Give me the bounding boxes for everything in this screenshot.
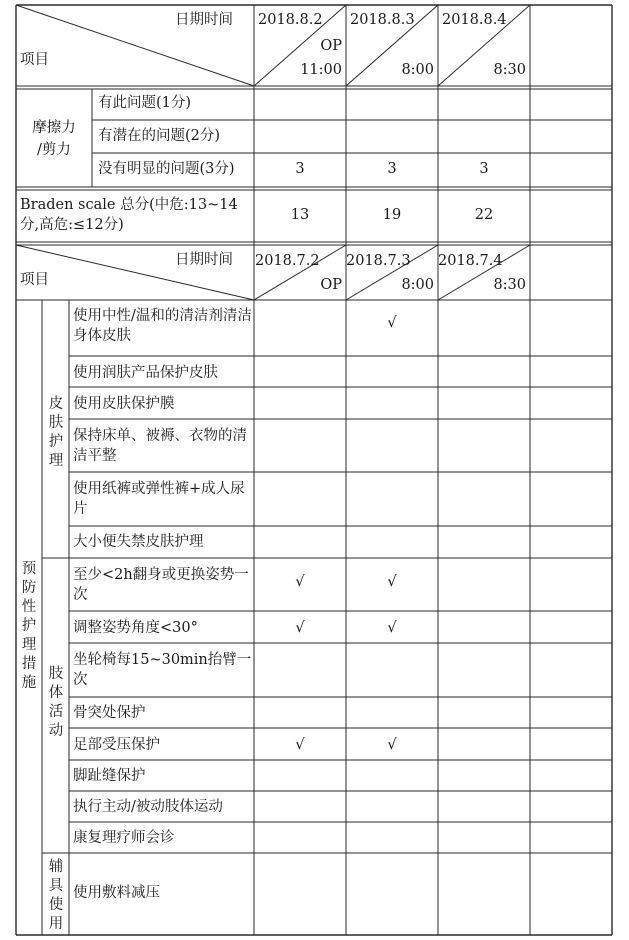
- limb-row-2-value-1: √: [295, 620, 305, 636]
- header1-time-1: 11:00: [300, 62, 342, 78]
- braden-value-2: 19: [382, 207, 402, 223]
- limb-row-1-value-1: √: [295, 574, 305, 590]
- skin-row-1-label: 使用中性/温和的清洁剂清洁身体皮肤: [73, 308, 252, 344]
- header2-time-1: OP: [320, 277, 342, 293]
- header2-date-2: 2018.7.3: [346, 253, 411, 269]
- braden-value-1: 13: [290, 207, 310, 223]
- braden-value-3: 22: [474, 207, 494, 223]
- header2-date-1: 2018.7.2: [255, 253, 320, 269]
- group-skin-care: 皮肤护理: [48, 396, 64, 469]
- header1-date-label: 日期时间: [175, 12, 233, 28]
- header1-time-top-1: OP: [320, 38, 342, 54]
- header2-date-3: 2018.7.4: [438, 253, 503, 269]
- friction-row-3-value-2: 3: [387, 161, 397, 177]
- limb-row-6-label: 脚趾缝保护: [73, 768, 146, 784]
- friction-row-3-value-1: 3: [295, 161, 305, 177]
- skin-row-2-label: 使用润肤产品保护皮肤: [73, 365, 218, 381]
- group-assistive-devices: 辅具使用: [48, 859, 64, 932]
- limb-row-1-label: 至少<2h翻身或更换姿势一次: [73, 567, 249, 603]
- header2-time-2: 8:00: [401, 277, 434, 293]
- measures-category: 预防性护理措施: [21, 561, 37, 691]
- skin-row-6-label: 大小便失禁皮肤护理: [73, 534, 204, 550]
- limb-row-8-label: 康复理疗师会诊: [73, 830, 175, 846]
- skin-row-4-label: 保持床单、被褥、衣物的清洁平整: [73, 428, 247, 464]
- friction-row-1-label: 有此问题(1分): [98, 95, 192, 111]
- limb-row-5-label: 足部受压保护: [73, 737, 160, 753]
- header2-time-3: 8:30: [493, 277, 526, 293]
- header1-item-label: 项目: [20, 52, 49, 68]
- header1-time-2: 8:00: [401, 62, 434, 78]
- limb-row-4-label: 骨突处保护: [73, 705, 146, 721]
- friction-row-2-label: 有潜在的问题(2分): [98, 128, 221, 144]
- header1-date-3: 2018.8.4: [442, 12, 507, 28]
- limb-row-7-label: 执行主动/被动肢体运动: [73, 799, 223, 815]
- friction-row-3-value-3: 3: [479, 161, 489, 177]
- device-row-1-label: 使用敷料减压: [73, 885, 160, 901]
- skin-row-3-label: 使用皮肤保护膜: [73, 396, 175, 412]
- skin-row-5-label: 使用纸裤或弹性裤+成人尿片: [73, 481, 245, 517]
- friction-category-line2: /剪力: [37, 142, 71, 158]
- header1-time-3: 8:30: [493, 62, 526, 78]
- friction-row-3-label: 没有明显的问题(3分): [98, 161, 235, 177]
- group-limb-activity: 肢体活动: [48, 666, 64, 739]
- limb-row-2-value-2: √: [387, 620, 397, 636]
- header1-date-1: 2018.8.2: [258, 12, 323, 28]
- header2-item-label: 项目: [20, 272, 49, 288]
- limb-row-3-label: 坐轮椅每15~30min抬臂一次: [73, 652, 252, 688]
- friction-category-line1: 摩擦力: [32, 120, 76, 136]
- limb-row-1-value-2: √: [387, 574, 397, 590]
- header2-date-label: 日期时间: [175, 252, 233, 268]
- skin-row-1-value-2: √: [387, 315, 397, 331]
- limb-row-5-value-2: √: [387, 737, 397, 753]
- braden-label: Braden scale 总分(中危:13~14分,高危:≤12分): [20, 197, 238, 233]
- limb-row-2-label: 调整姿势角度<30°: [73, 620, 198, 636]
- limb-row-5-value-1: √: [295, 737, 305, 753]
- header1-date-2: 2018.8.3: [350, 12, 415, 28]
